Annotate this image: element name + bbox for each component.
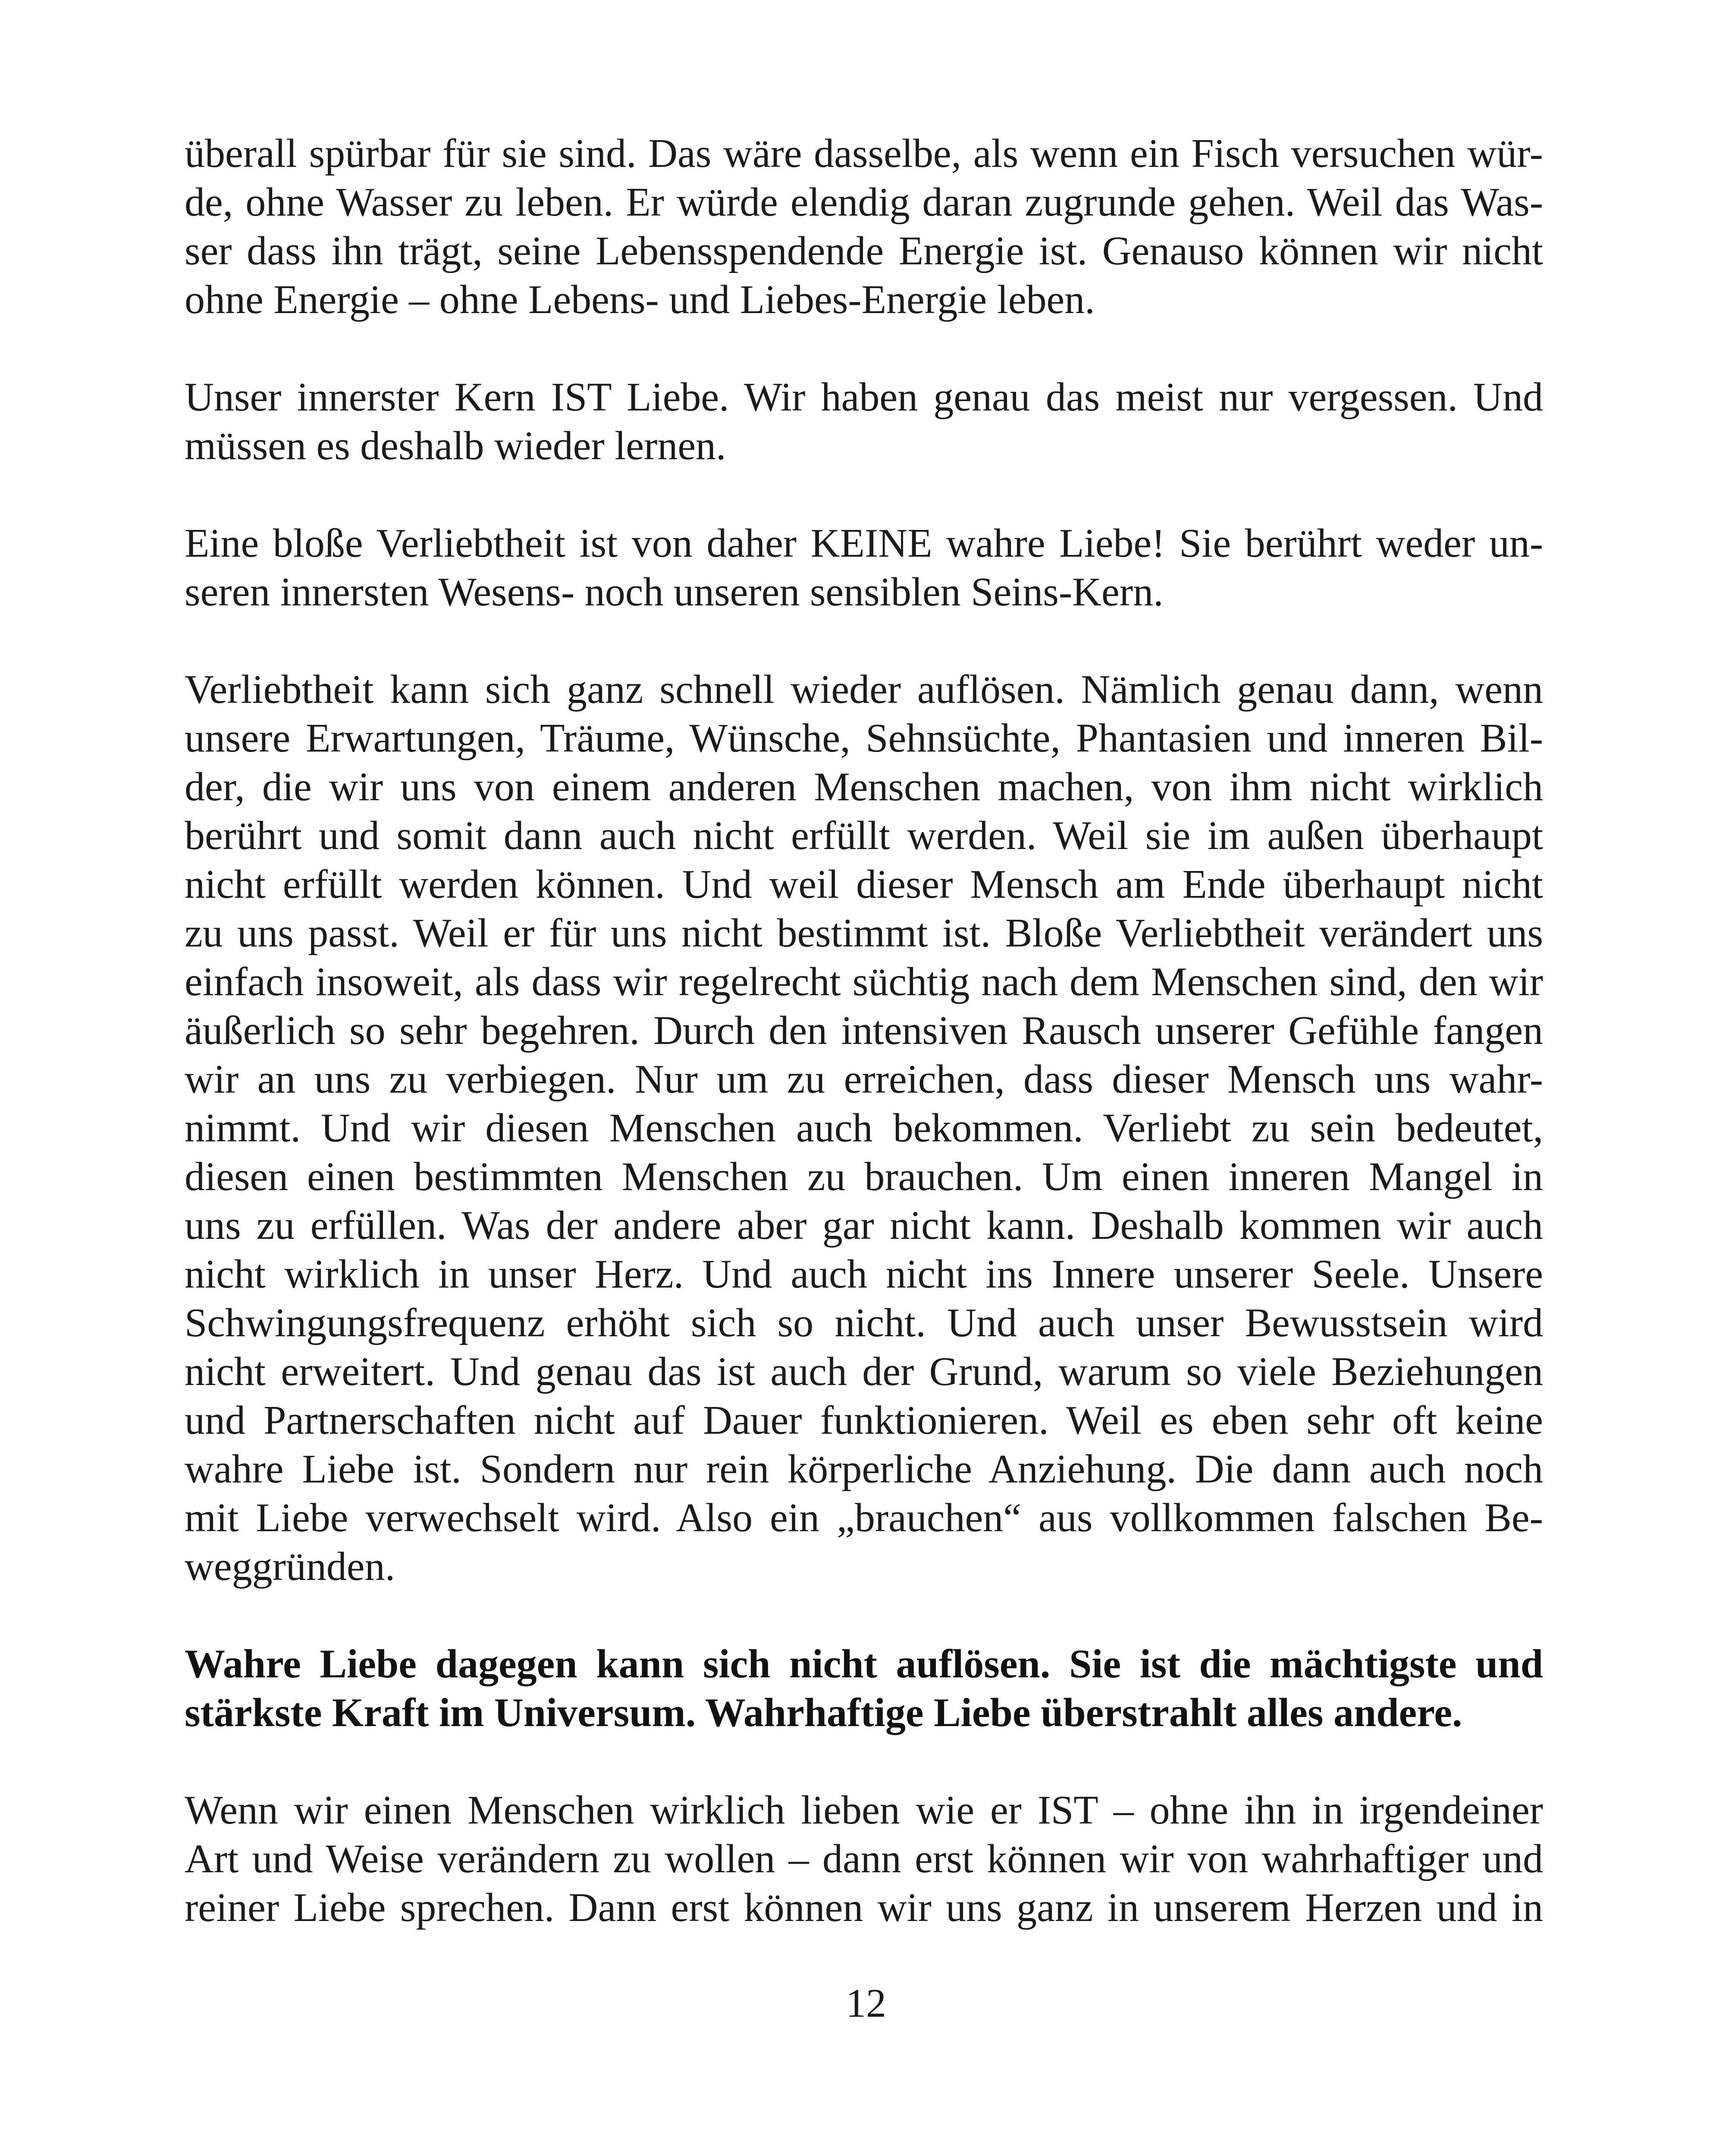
text-line: Eine bloße Verliebtheit ist von daher KEINE wahre Liebe! Sie berührt weder un- — [185, 521, 1543, 566]
text-line: überall spürbar für sie sind. Das wäre dasselbe, als wenn ein Fisch versuchen wür- — [185, 131, 1543, 176]
text-line: de, ohne Wasser zu leben. Er würde elendig daran zugrunde gehen. Weil das Was- — [185, 180, 1543, 225]
text-line: Wahre Liebe dagegen kann sich nicht auflösen. Sie ist die mächtigste und — [185, 1642, 1543, 1686]
text-line: weggründen. — [185, 1544, 395, 1589]
text-line: einfach insoweit, als dass wir regelrecht süchtig nach dem Menschen sind, den wir — [185, 959, 1543, 1004]
text-line: nicht erweitert. Und genau das ist auch der Grund, warum so viele Beziehungen — [185, 1349, 1543, 1394]
text-line: wahre Liebe ist. Sondern nur rein körperliche Anziehung. Die dann auch noch — [185, 1447, 1543, 1492]
text-line: Unser innerster Kern IST Liebe. Wir haben genau das meist nur vergessen. Und — [185, 375, 1543, 420]
text-line: müssen es deshalb wieder lernen. — [185, 423, 726, 468]
text-line: Wenn wir einen Menschen wirklich lieben wie er IST – ohne ihn in irgendeiner — [185, 1788, 1543, 1833]
paragraph-infatuation-dissolves — [185, 665, 1543, 1591]
text-line: nicht erfüllt werden können. Und weil dieser Mensch am Ende überhaupt nicht — [185, 862, 1543, 907]
paragraph-true-love-bold — [185, 1640, 1543, 1737]
text-line: zu uns passt. Weil er für uns nicht bestimmt ist. Bloße Verliebtheit verändert uns — [185, 911, 1543, 956]
text-line: diesen einen bestimmten Menschen zu brauchen. Um einen inneren Mangel in — [185, 1154, 1543, 1199]
page-number: 12 — [846, 1981, 886, 2026]
text-line: Verliebtheit kann sich ganz schnell wieder auflösen. Nämlich genau dann, wenn — [185, 667, 1543, 712]
paragraph-loving-as-is — [185, 1786, 1543, 1932]
text-line: mit Liebe verwechselt wird. Also ein „brauchen“ aus vollkommen falschen Be- — [185, 1495, 1543, 1540]
text-line: seren innersten Wesens- noch unseren sensiblen Seins-Kern. — [185, 570, 1164, 614]
text-line: Schwingungsfrequenz erhöht sich so nicht. Und auch unser Bewusstsein wird — [185, 1300, 1543, 1345]
text-line: nimmt. Und wir diesen Menschen auch bekommen. Verliebt zu sein bedeutet, — [185, 1106, 1543, 1150]
text-line: wir an uns zu verbiegen. Nur um zu erreichen, dass dieser Mensch uns wahr- — [185, 1057, 1543, 1102]
paragraph-innermost-core — [185, 373, 1543, 470]
text-line: der, die wir uns von einem anderen Menschen machen, von ihm nicht wirklich — [185, 765, 1543, 809]
text-line: berührt und somit dann auch nicht erfüllt werden. Weil sie im außen überhaupt — [185, 813, 1543, 858]
text-line: ser dass ihn trägt, seine Lebensspendende Energie ist. Genauso können wir nicht — [185, 229, 1543, 273]
page-body — [185, 129, 1543, 1981]
text-line: nicht wirklich in unser Herz. Und auch nicht ins Innere unserer Seele. Unsere — [185, 1252, 1543, 1297]
text-line: uns zu erfüllen. Was der andere aber gar nicht kann. Deshalb kommen wir auch — [185, 1203, 1543, 1248]
text-line: und Partnerschaften nicht auf Dauer funktionieren. Weil es eben sehr oft keine — [185, 1398, 1543, 1443]
text-line: reiner Liebe sprechen. Dann erst können wir uns ganz in unserem Herzen und in — [185, 1885, 1543, 1930]
paragraph-infatuation — [185, 519, 1543, 617]
text-line: stärkste Kraft im Universum. Wahrhaftige Liebe überstrahlt alles andere. — [185, 1690, 1462, 1735]
text-line: ohne Energie – ohne Lebens- und Liebes-Energie leben. — [185, 277, 1095, 322]
text-line: Art und Weise verändern zu wollen – dann erst können wir von wahrhaftiger und — [185, 1836, 1543, 1881]
text-line: äußerlich so sehr begehren. Durch den intensiven Rausch unserer Gefühle fangen — [185, 1008, 1543, 1053]
text-line: unsere Erwartungen, Träume, Wünsche, Sehnsüchte, Phantasien und inneren Bil- — [185, 716, 1543, 761]
paragraph-fish-water — [185, 129, 1543, 324]
